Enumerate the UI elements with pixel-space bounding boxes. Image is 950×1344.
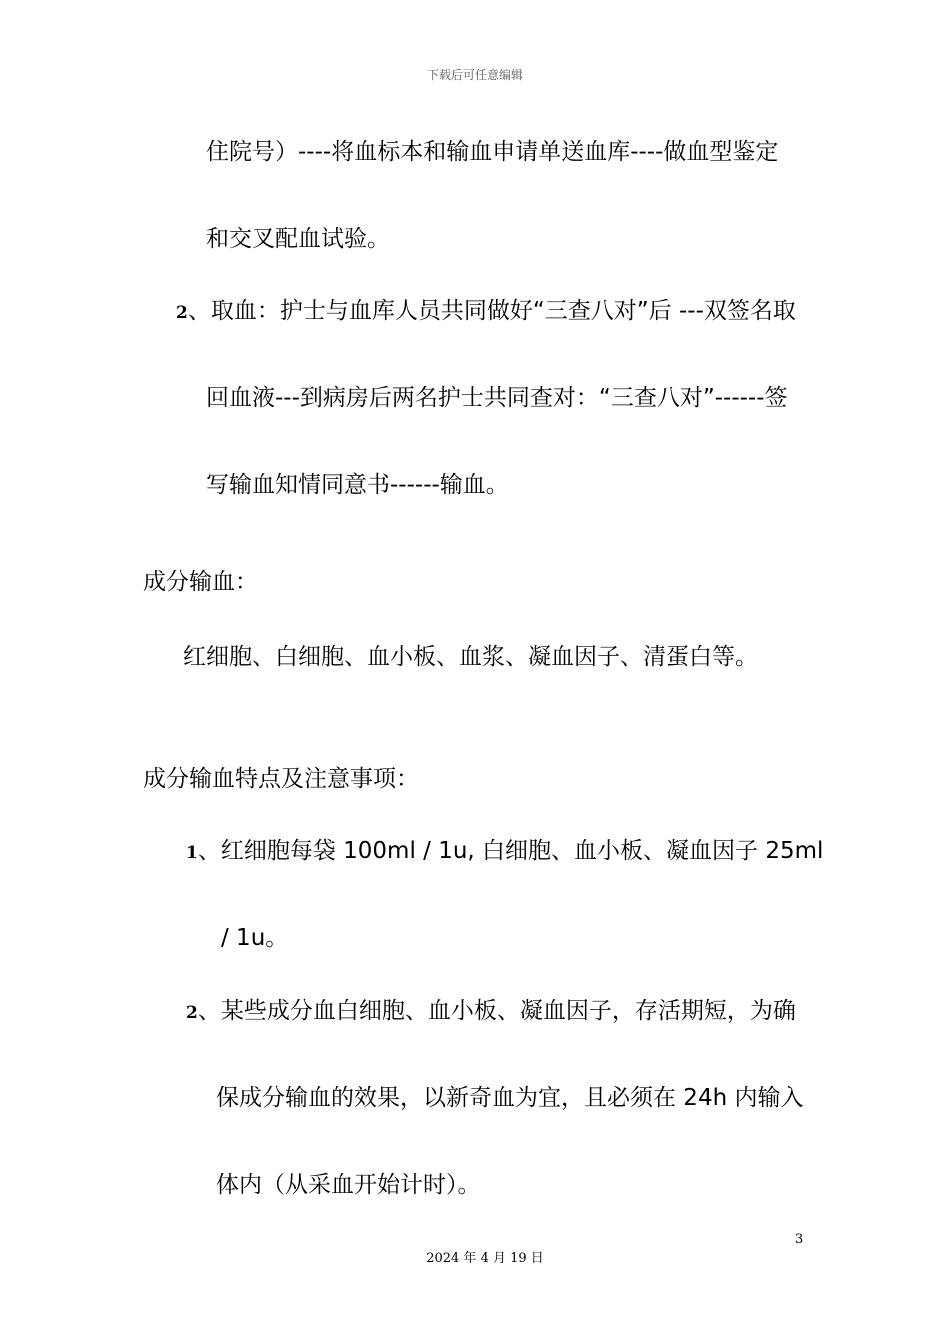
list-number: 2 xyxy=(176,303,188,323)
list-item-text: 、红细胞每袋 100ml / 1u, 白细胞、血小板、凝血因子 25ml xyxy=(197,838,824,864)
list-number: 2 xyxy=(186,1003,198,1023)
list-item-text: 、取血：护士与血库人员共同做好“三查八对”后 ---双签名取 xyxy=(187,298,796,324)
list-item-text: 、某些成分血白细胞、血小板、凝血因子，存活期短，为确 xyxy=(197,998,796,1024)
body-line: 红细胞、白细胞、血小板、血浆、凝血因子、清蛋白等。 xyxy=(183,644,758,670)
section-heading: 成分输血： xyxy=(143,569,258,595)
body-line: 和交叉配血试验。 xyxy=(206,226,390,252)
page-number: 3 xyxy=(795,1232,804,1247)
body-line: 保成分输血的效果，以新奇血为宜，且必须在 24h 内输入 xyxy=(216,1085,804,1111)
footer-date: 2024 年 4 月 19 日 xyxy=(426,1251,544,1266)
body-line: / 1u。 xyxy=(221,925,289,951)
body-line: 回血液---到病房后两名护士共同查对：“三查八对”------签 xyxy=(206,385,788,411)
body-line: 写输血知情同意书------输血。 xyxy=(206,472,509,498)
body-line: 住院号）----将血标本和输血申请单送血库----做血型鉴定 xyxy=(206,139,779,165)
section-heading: 成分输血特点及注意事项： xyxy=(143,766,419,792)
list-item-2 xyxy=(186,996,796,1028)
page-header: 下载后可任意编辑 xyxy=(426,68,523,82)
body-line: 体内（从采血开始计时）。 xyxy=(216,1172,481,1198)
list-number: 1 xyxy=(186,843,198,863)
list-item-1 xyxy=(186,836,823,868)
list-item-2 xyxy=(176,296,796,328)
